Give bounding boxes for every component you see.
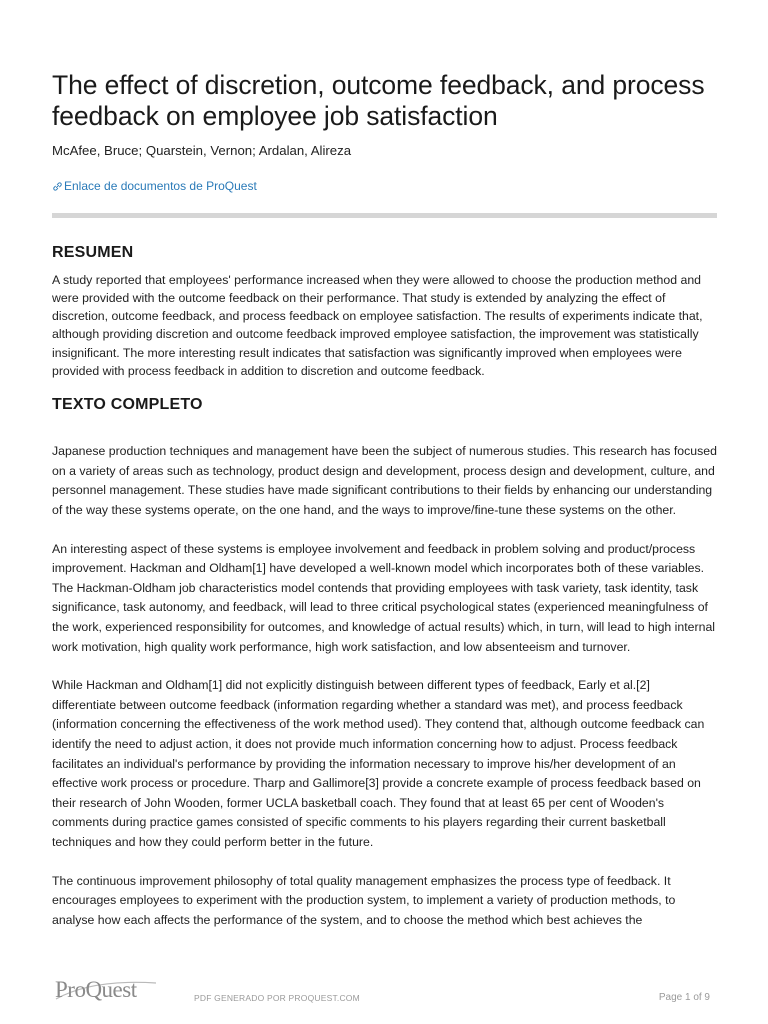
page-footer	[0, 975, 768, 1024]
proquest-document-link[interactable]	[52, 179, 257, 193]
generated-by-label: PDF GENERADO POR PROQUEST.COM	[194, 993, 360, 1003]
link-label: Enlace de documentos de ProQuest	[64, 179, 257, 193]
body-paragraph: While Hackman and Oldham[1] did not explicitly distinguish between different types of feedback, Early et al.[2] differentiate between outcome feedback (information regarding whether a standard was met), and process feedback (information concerning the effectiveness of the work method used). They contend that, although outcome feedback can identify the need to adjust action, it does not provide much information concerning how to adjust. Process feedback facilitates an individual's performance by providing the information necessary to improve his/her development of an effective work process or procedure. Tharp and Gallimore[3] provide a concrete example of process feedback based on their research of John Wooden, former UCLA basketball coach. They found that at least 65 per cent of Wooden's comments during practice games consisted of specific comments to his players regarding their current basketball techniques and how they could perform better in the future.	[52, 678, 705, 849]
header-divider	[52, 213, 717, 218]
document-authors: McAfee, Bruce; Quarstein, Vernon; Ardalan, Alireza	[52, 143, 352, 158]
abstract-heading: RESUMEN	[52, 243, 134, 261]
proquest-logo: ProQuest	[55, 977, 137, 1002]
body-paragraph: An interesting aspect of these systems is employee involvement and feedback in problem solving and product/process improvement. Hackman and Oldham[1] have developed a well-known model which incorporates both of these variables. The Hackman-Oldham job characteristics model contends that providing employees with task variety, task identity, task significance, task autonomy, and feedback, will lead to three critical psychological states (experienced meaningfulness of the work, experienced responsibility for outcomes, and knowledge of actual results) which, in turn, will lead to high internal work motivation, high quality work performance, high work satisfaction, and low absenteeism and turnover.	[52, 541, 716, 654]
link-icon	[52, 181, 63, 192]
document-title: The effect of discretion, outcome feedback, and process feedback on employee job satisfaction	[52, 70, 705, 131]
abstract-text: A study reported that employees' performance increased when they were allowed to choose the production method and were provided with the outcome feedback on their performance. That study is extended by analyzing the effect of discretion, outcome feedback, and process feedback on employee satisfaction. The results of experiments indicate that, although providing discretion and outcome feedback improved employee satisfaction, the improvement was statistically insignificant. The more interesting result indicates that satisfaction was significantly improved when employees were provided with process feedback in addition to discretion and outcome feedback.	[52, 272, 703, 378]
document-page	[52, 70, 717, 930]
body-paragraph: The continuous improvement philosophy of total quality management emphasizes the process type of feedback. It encourages employees to experiment with the production system, to implement a variety of production methods, to analyse how each affects the performance of the system, and to choose the method which best achieves the	[52, 873, 676, 927]
fulltext-heading: TEXTO COMPLETO	[52, 396, 203, 414]
body-paragraph: Japanese production techniques and management have been the subject of numerous studies. This research has focused on a variety of areas such as technology, product design and development, process design and development, culture, and personnel management. These studies have made significant contributions to their fields by enhancing our understanding of the way these systems operate, on the one hand, and the ways to improve/fine-tune these systems on the other.	[52, 444, 717, 518]
page-number: Page 1 of 9	[658, 992, 710, 1003]
